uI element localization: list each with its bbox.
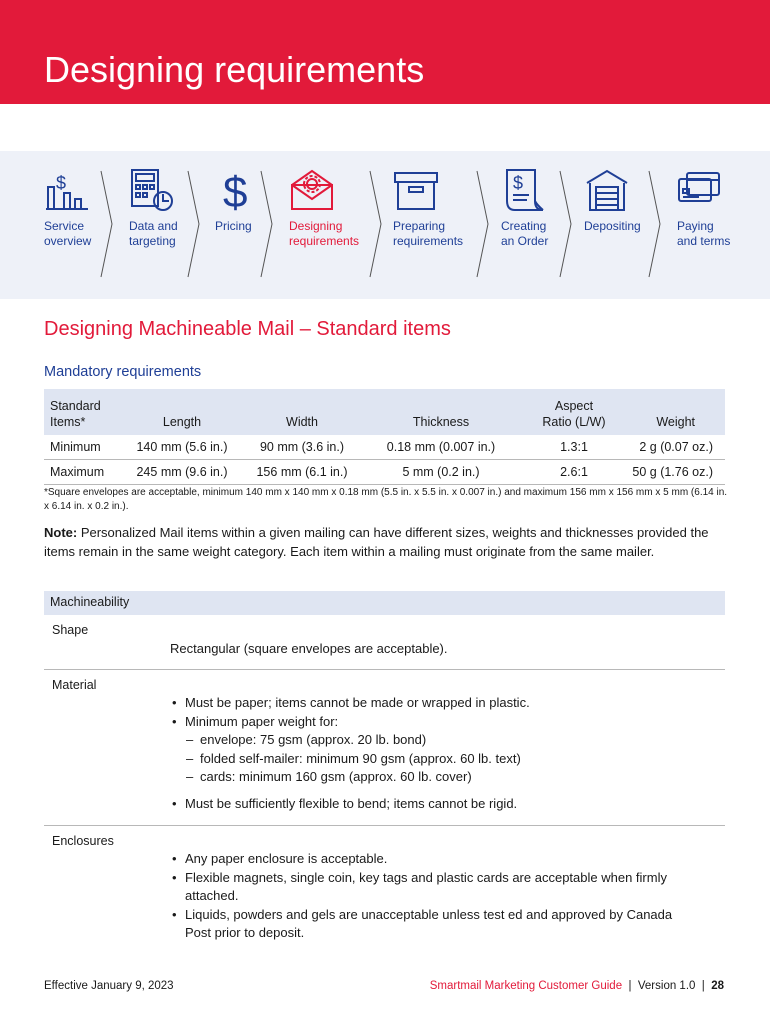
footer-guide-title: Smartmail Marketing Customer Guide <box>429 980 623 992</box>
header-banner <box>0 0 770 104</box>
table-cell: 90 mm (3.6 in.) <box>242 435 362 460</box>
col-aspect-ratio: Aspect Ratio (L/W) <box>520 389 628 435</box>
nav-step-paying-terms[interactable] <box>677 167 767 249</box>
machineability-header <box>44 591 725 615</box>
note-label: Note: <box>44 525 78 540</box>
note-paragraph <box>44 523 724 561</box>
list-item: – folded self-mailer: minimum 90 gsm (approx. 60 lb. text) <box>170 750 530 769</box>
col-weight: Weight <box>628 389 725 435</box>
chevron-right-icon <box>369 169 383 279</box>
nav-step-creating-order[interactable] <box>501 167 591 249</box>
table-cell: 140 mm (5.6 in.) <box>122 435 242 460</box>
garage-icon <box>584 167 630 213</box>
nav-step-data-targeting[interactable] <box>129 167 219 249</box>
table-cell: 2.6:1 <box>520 460 628 485</box>
table-cell: 1.3:1 <box>520 435 628 460</box>
table-row <box>44 435 725 460</box>
dollar-icon <box>215 167 261 213</box>
page-title: Designing requirements <box>44 49 425 90</box>
chevron-right-icon <box>476 169 490 279</box>
footer-guide-info <box>430 978 724 994</box>
machineability-row-enclosures <box>44 826 725 946</box>
list-item: • Must be paper; items cannot be made or wrapped in plastic. <box>170 694 530 713</box>
row-label: Shape <box>52 623 89 637</box>
table-cell: 5 mm (0.2 in.) <box>362 460 520 485</box>
table-header-row <box>44 389 725 435</box>
list-item: • Liquids, powders and gels are unacceptable unless test ed and approved by Canada Post prior to deposit. <box>170 906 690 943</box>
chevron-right-icon <box>260 169 274 279</box>
nav-step-label: Creating an Order <box>501 219 549 248</box>
note-text: Personalized Mail items within a given mailing can have different sizes, weights and thicknesses provided the items remain in the same weight category. Each item within a mailing must originate from the same mailer. <box>44 525 709 559</box>
svg-text:$: $ <box>223 168 248 213</box>
col-standard-items: Standard Items* <box>44 389 122 435</box>
box-icon <box>393 167 439 213</box>
chevron-right-icon <box>648 169 662 279</box>
footer-separator: | <box>622 980 638 992</box>
list-item: – cards: minimum 160 gsm (approx. 60 lb. cover) <box>170 768 530 787</box>
table-cell: Maximum <box>44 460 122 485</box>
row-body: Rectangular (square envelopes are acceptable). <box>170 641 448 656</box>
nav-step-preparing-requirements[interactable] <box>393 167 483 249</box>
list-item: • Minimum paper weight for: <box>170 713 530 732</box>
col-width: Width <box>242 389 362 435</box>
row-label: Enclosures <box>52 834 114 848</box>
chevron-right-icon <box>100 169 114 279</box>
process-nav <box>0 151 770 299</box>
list-item: • Flexible magnets, single coin, key tags and plastic cards are acceptable when firmly attached. <box>170 869 690 906</box>
machineability-row-material <box>44 670 725 826</box>
machineability-title: Machineability <box>50 595 130 609</box>
col-thickness: Thickness <box>362 389 520 435</box>
machineability-row-shape <box>44 615 725 670</box>
nav-step-label: Service overview <box>44 219 92 248</box>
row-body <box>170 850 690 943</box>
col-length: Length <box>122 389 242 435</box>
footer-effective-date: Effective January 9, 2023 <box>44 980 174 992</box>
table-cell: 50 g (1.76 oz.) <box>628 460 725 485</box>
chevron-right-icon <box>559 169 573 279</box>
calculator-icon <box>129 167 175 213</box>
credit-card-icon <box>677 167 723 213</box>
list-item: – envelope: 75 gsm (approx. 20 lb. bond) <box>170 731 530 750</box>
svg-text:$: $ <box>56 173 67 193</box>
table-cell: 156 mm (6.1 in.) <box>242 460 362 485</box>
row-label: Material <box>52 678 97 692</box>
table-footnote: *Square envelopes are acceptable, minimum 140 mm x 140 mm x 0.18 mm (5.5 in. x 5.5 in. x 0.007 in.) and maximum 156 mm x 156 mm x 5 mm (6.14 in. x 6.14 in. x 0.2 in.). <box>44 487 728 512</box>
table-row <box>44 460 725 485</box>
nav-step-label: Data and targeting <box>129 219 178 248</box>
bar-chart-dollar-icon <box>44 167 90 213</box>
table-cell: 0.18 mm (0.007 in.) <box>362 435 520 460</box>
nav-step-label: Depositing <box>584 219 641 233</box>
nav-step-label: Designing requirements <box>289 219 360 248</box>
table-cell: Minimum <box>44 435 122 460</box>
mandatory-requirements-table <box>44 389 725 485</box>
list-item: • Any paper enclosure is acceptable. <box>170 850 690 869</box>
list-item: • Must be sufficiently flexible to bend; items cannot be rigid. <box>170 795 530 814</box>
page-number: 28 <box>711 980 724 992</box>
row-body <box>170 694 530 813</box>
footer-separator: | <box>695 980 712 992</box>
mandatory-requirements-title: Mandatory requirements <box>44 364 202 380</box>
nav-step-designing-requirements[interactable] <box>289 167 379 249</box>
receipt-dollar-icon <box>501 167 547 213</box>
nav-step-label: Pricing <box>215 219 252 233</box>
svg-text:$: $ <box>513 173 524 193</box>
nav-step-service-overview[interactable] <box>44 167 134 249</box>
envelope-gear-icon <box>289 167 335 213</box>
chevron-right-icon <box>187 169 201 279</box>
nav-step-label: Preparing requirements <box>393 219 464 248</box>
table-cell: 2 g (0.07 oz.) <box>628 435 725 460</box>
section-title: Designing Machineable Mail – Standard items <box>44 318 451 340</box>
footer-version: Version 1.0 <box>637 980 696 992</box>
table-cell: 245 mm (9.6 in.) <box>122 460 242 485</box>
nav-step-label: Paying and terms <box>677 219 731 248</box>
